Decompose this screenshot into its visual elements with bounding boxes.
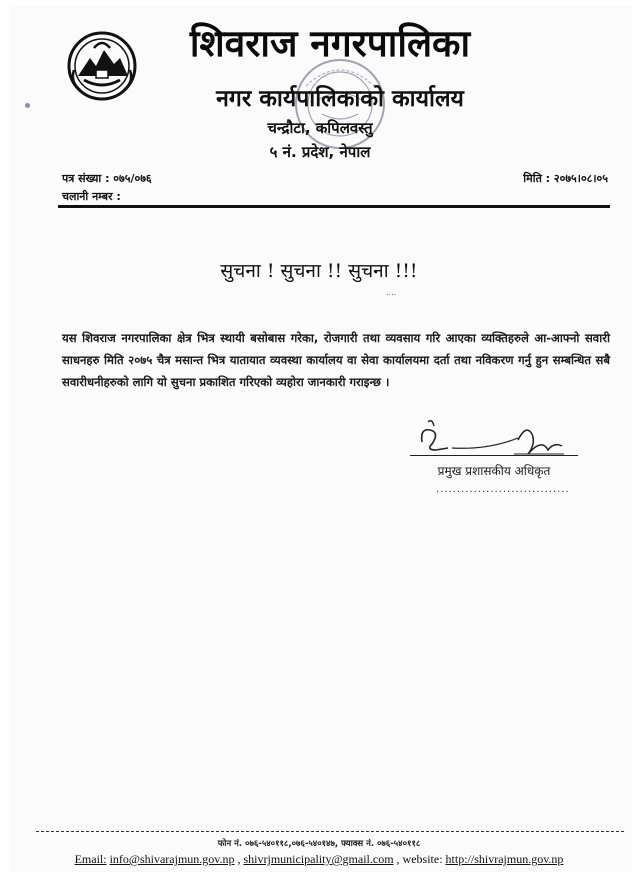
address-line-1: चन्द्रौटा, कपिलवस्तु — [267, 119, 373, 137]
signature-dots: ................................ — [436, 484, 570, 495]
website-label: , website: — [396, 852, 443, 866]
office-subtitle: नगर कार्यपालिकाको कार्यालय — [216, 86, 464, 112]
header-divider — [58, 205, 610, 208]
notice-body: यस शिवराज नगरपालिका क्षेत्र भित्र स्थायी बसोबास गरेका, रोजगारी तथा व्यवसाय गरि आएका व्यक्तिहरुले आ-आफ्नो सवारी साधनहरु मिति २०७५ चैत्र मसान्त भित्र यातायात व्यवस्था कार्यालय वा सेवा कार्यालयमा दर्ता तथा नविकरण गर्नु हुन सम्बन्धित सबै सवारीधनीहरुको लागि यो सुचना प्रकाशित गरिएको व्यहोरा जानकारी गराइन्छ । — [62, 331, 610, 389]
municipality-title: शिवराज नगरपालिका — [189, 22, 471, 65]
nepal-emblem-icon — [66, 30, 138, 102]
email-link-gmail[interactable]: shivrjmunicipality@gmail.com — [243, 852, 394, 866]
scan-speck: .... — [386, 288, 397, 297]
email-link-info[interactable]: info@shivarajmun.gov.np — [109, 852, 235, 866]
letter-meta-left — [62, 170, 152, 206]
email-label: Email: — [74, 852, 107, 866]
reference-number: पत्र संख्या : ०७५/०७६ — [62, 172, 152, 185]
website-link[interactable]: http://shivrajmun.gov.np — [445, 852, 564, 866]
handwritten-signature — [418, 420, 568, 466]
footer-divider — [36, 831, 624, 832]
dispatch-number: चलानी नम्बर : — [62, 190, 121, 203]
scan-mark — [25, 103, 30, 108]
notice-title: सुचना ! सुचना !! सुचना !!! — [220, 260, 418, 282]
signatory-title: प्रमुख प्रशासकीय अधिकृत — [437, 464, 551, 478]
address-line-2: ५ नं. प्रदेश, नेपाल — [269, 143, 371, 161]
signature-line — [410, 455, 578, 456]
letter-date: मिति : २०७५।०८।०५ — [523, 172, 608, 185]
footer-contact — [0, 852, 638, 867]
footer-phone: फोन नं. ०७६-५४०११८,०७६-५४०१४७, फ्याक्स नं. ०७६-५४०११८ — [217, 839, 421, 849]
footer-separator: , — [237, 852, 241, 866]
